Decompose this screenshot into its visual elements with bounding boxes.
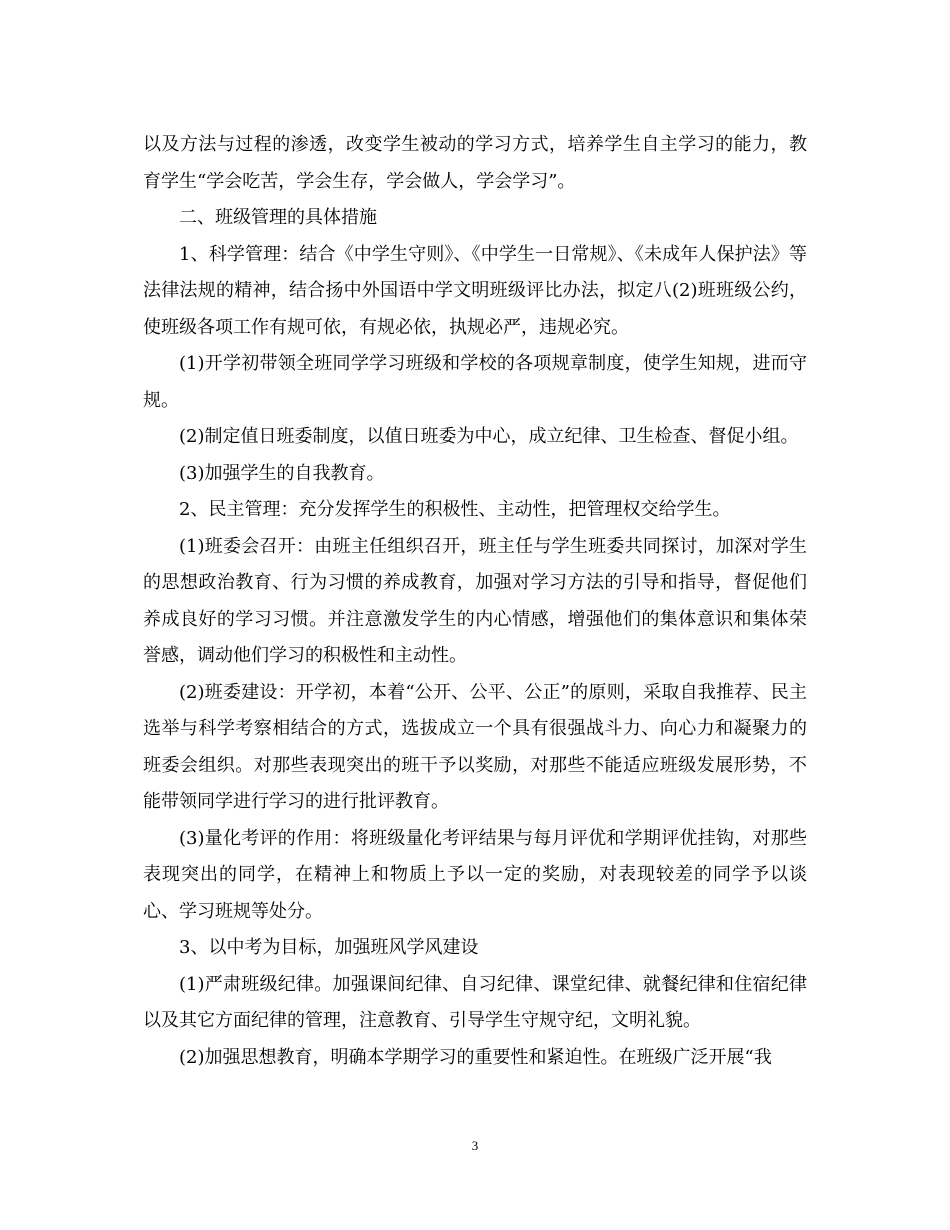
paragraph: (2)制定值日班委制度，以值日班委为中心，成立纪律、卫生检查、督促小组。	[179, 426, 799, 447]
page-number: 3	[471, 1138, 479, 1153]
paragraph: (1)开学初带领全班同学学习班级和学校的各项规章制度，使学生知规，进而守规。	[143, 353, 807, 411]
paragraph: 2、民主管理：充分发挥学生的积极性、主动性，把管理权交给学生。	[179, 499, 731, 520]
paragraph: (1)严肃班级纪律。加强课间纪律、自习纪律、课堂纪律、就餐纪律和住宿纪律以及其它方面纪律的管理，注意教育、引导学生守规守纪，文明礼貌。	[143, 973, 807, 1031]
document-body	[143, 127, 807, 1076]
paragraph: (2)加强思想教育，明确本学期学习的重要性和紧迫性。在班级广泛开展“我	[179, 1046, 772, 1068]
paragraph: (2)班委建设：开学初，本着“公开、公平、公正”的原则，采取自我推荐、民主选举与科学考察相结合的方式，选拔成立一个具有很强战斗力、向心力和凝聚力的班委会组织。对那些表现突出的班干予以奖励，对那些不能适应班级发展形势，不能带领同学进行学习的进行批评教育。	[143, 681, 807, 812]
paragraph: 以及方法与过程的渗透，改变学生被动的学习方式，培养学生自主学习的能力，教育学生“学会吃苦，学会生存，学会做人，学会学习”。	[143, 134, 807, 192]
paragraph: 3、以中考为目标，加强班风学风建设	[179, 937, 479, 958]
paragraph: 1、科学管理：结合《中学生守则》、《中学生一日常规》、《未成年人保护法》等法律法规的精神，结合扬中外国语中学文明班级评比办法，拟定八(2)班班级公约，使班级各项工作有规可依，有规必依，执规必严，违规必究。	[143, 243, 807, 338]
section-heading: 二、班级管理的具体措施	[179, 207, 377, 228]
paragraph: (3)量化考评的作用：将班级量化考评结果与每月评优和学期评优挂钩，对那些表现突出的同学，在精神上和物质上予以一定的奖励，对表现较差的同学予以谈心、学习班规等处分。	[143, 827, 807, 922]
paragraph: (1)班委会召开：由班主任组织召开，班主任与学生班委共同探讨，加深对学生的思想政治教育、行为习惯的养成教育，加强对学习方法的引导和指导，督促他们养成良好的学习习惯。并注意激发学生的内心情感，增强他们的集体意识和集体荣誉感，调动他们学习的积极性和主动性。	[143, 535, 807, 666]
paragraph: (3)加强学生的自我教育。	[179, 462, 385, 484]
